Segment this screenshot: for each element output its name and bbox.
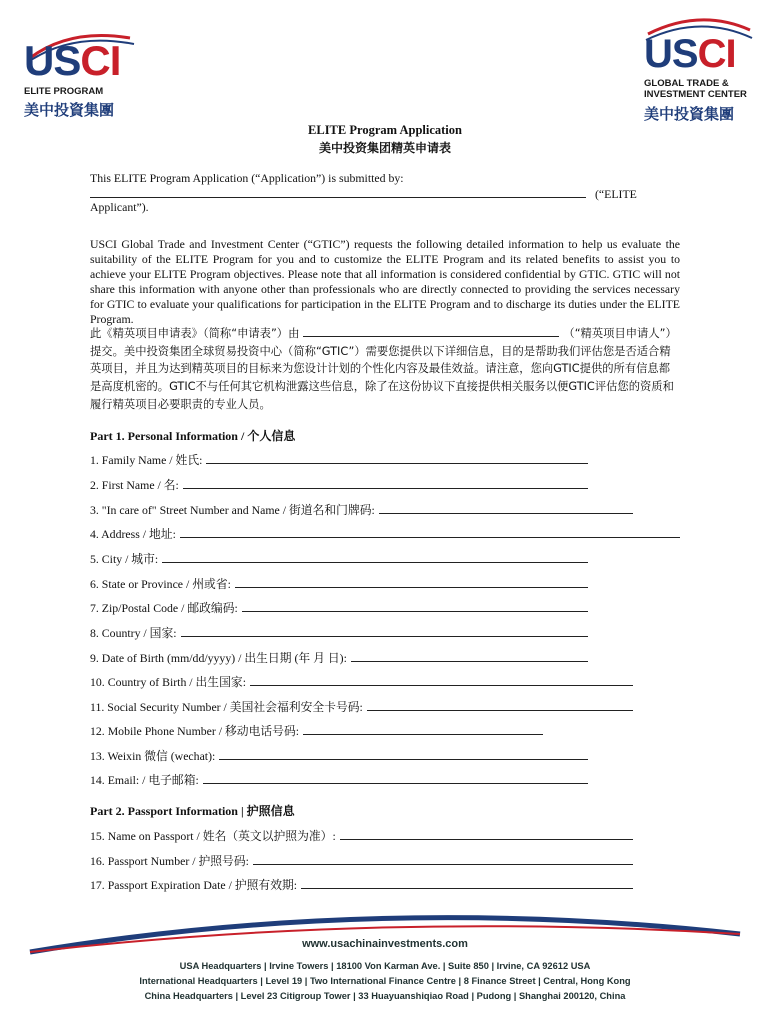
usci-wordmark: USCI (644, 32, 736, 76)
form-field-input-line[interactable] (183, 476, 588, 489)
form-field-input-line[interactable] (235, 575, 588, 588)
form-field-label: 17. Passport Expiration Date / 护照有效期: (90, 878, 298, 892)
form-field-input-line[interactable] (301, 876, 633, 889)
part2-heading: Part 2. Passport Information | 护照信息 (90, 804, 295, 818)
applicant-label: Applicant”). (90, 200, 149, 214)
form-field-label: 13. Weixin 微信 (wechat): (90, 749, 216, 763)
form-field-label: 14. Email: / 电子邮箱: (90, 773, 199, 787)
logo-gtic-line2: INVESTMENT CENTER (644, 89, 747, 101)
usci-elite-logo (24, 20, 134, 120)
form-field-input-line[interactable] (351, 649, 588, 662)
form-field-label: 4. Address / 地址: (90, 527, 176, 541)
form-field-input-line[interactable] (242, 599, 588, 612)
form-field-label: 7. Zip/Postal Code / 邮政编码: (90, 601, 238, 615)
intro-paragraph-english: USCI Global Trade and Investment Center (“GTIC”) requests the following detailed information to help us evaluate the suitability of the ELITE Program for you and to customize the ELITE Program and its related benefits to assist you to achieve your ELITE Program objectives. Please note that all information is considered confidential by GTIC. GTIC will not share this information with anyone other than professionals who are directly connected to providing the services necessary for GTIC to evaluate your qualifications for participation in the ELITE Program and to discharge its duties under the ELITE Program. (90, 237, 680, 326)
form-field-label: 10. Country of Birth / 出生国家: (90, 675, 246, 689)
form-field-input-line[interactable] (162, 550, 588, 563)
form-field-input-line[interactable] (203, 771, 588, 784)
form-field-row (90, 624, 588, 640)
form-field-row (90, 599, 588, 615)
logo-program-label: ELITE PROGRAM (24, 86, 104, 97)
logo-gtic-line1: GLOBAL TRADE & (644, 78, 729, 89)
page-title: ELITE Program Application (308, 123, 462, 137)
form-field-row (90, 550, 588, 566)
footer-china-address: China Headquarters | Level 23 Citigroup Tower | 33 Huayuanshiqiao Road | Pudong | Shanghai 200120, China (144, 991, 626, 1001)
form-field-row (90, 876, 633, 892)
form-field-input-line[interactable] (219, 747, 588, 760)
footer-website[interactable]: www.usachinainvestments.com (302, 938, 468, 950)
form-field-row (90, 827, 633, 843)
form-field-input-line[interactable] (340, 827, 633, 840)
page-title-chinese: 美中投资集团精英申请表 (318, 141, 451, 155)
form-field-input-line[interactable] (250, 673, 633, 686)
form-field-row (90, 771, 588, 787)
logo-chinese-name: 美中投資集團 (644, 104, 735, 123)
form-field-input-line[interactable] (379, 501, 633, 514)
form-field-input-line[interactable] (181, 624, 588, 637)
form-field-label: 16. Passport Number / 护照号码: (90, 854, 249, 868)
usci-wordmark: USCI (24, 37, 121, 84)
form-field-label: 12. Mobile Phone Number / 移动电话号码: (90, 724, 300, 738)
part1-heading: Part 1. Personal Information / 个人信息 (90, 429, 296, 443)
form-field-row (90, 575, 588, 591)
form-field-label: 2. First Name / 名: (90, 478, 179, 492)
intro-paragraph-chinese: 此《精英项目申请表》（简称“申请表”）由 （“精英项目申请人”）提交。美中投资集团全球贸易投资中心（简称“GTIC”）需要您提供以下详细信息，目的是帮助我们评估您是否适合精英项目，并且为达到精英项目的目标来为您设计计划的个性化内容及最佳效益。请注意，您向GTIC提供的所有信息都是高度机密的。GTIC不与任何其它机构泄露这些信息，除了在这份协议下直接提供相关服务以便GTIC评估您的资质和履行精英项目必要职责的专业人员。 (90, 327, 677, 411)
form-field-label: 5. City / 城市: (90, 552, 159, 566)
form-field-label: 1. Family Name / 姓氏: (90, 453, 203, 467)
form-field-input-line[interactable] (253, 852, 633, 865)
form-field-label: 9. Date of Birth (mm/dd/yyyy) / 出生日期 (年 月 日): (90, 651, 347, 665)
logo-chinese-name: 美中投資集團 (24, 101, 115, 120)
footer-usa-address: USA Headquarters | Irvine Towers | 18100 Von Karman Ave. | Suite 850 | Irvine, CA 92612 USA (179, 961, 591, 971)
form-field-row (90, 673, 633, 689)
form-field-row (90, 451, 588, 467)
applicant-name-field-cn[interactable] (303, 325, 559, 337)
form-field-label: 15. Name on Passport / 姓名（英文以护照为准）: (90, 829, 336, 843)
form-field-input-line[interactable] (180, 525, 680, 538)
form-field-input-line[interactable] (303, 722, 543, 735)
applicant-name-field[interactable] (90, 186, 586, 198)
footer-hk-address: International Headquarters | Level 19 | Two International Finance Centre | 8 Finance Street | Central, Hong Kong (139, 976, 631, 986)
usci-gtic-logo (644, 12, 754, 124)
form-field-row (90, 501, 633, 517)
form-field-input-line[interactable] (206, 451, 588, 464)
form-field-label: 11. Social Security Number / 美国社会福利安全卡号码: (90, 700, 363, 714)
form-field-row (90, 525, 680, 541)
form-field-label: 6. State or Province / 州或省: (90, 577, 231, 591)
form-field-label: 8. Country / 国家: (90, 626, 177, 640)
form-field-label: 3. "In care of" Street Number and Name / 街道名和门牌码: (90, 503, 375, 517)
form-field-row (90, 476, 588, 492)
submission-statement: This ELITE Program Application (“Application”) is submitted by: (90, 171, 404, 185)
form-field-row (90, 649, 588, 665)
form-field-row (90, 698, 633, 714)
form-field-row (90, 852, 633, 868)
elite-quote-label: (“ELITE (594, 187, 637, 201)
form-field-input-line[interactable] (367, 698, 633, 711)
form-field-row (90, 722, 543, 738)
form-field-row (90, 747, 588, 763)
